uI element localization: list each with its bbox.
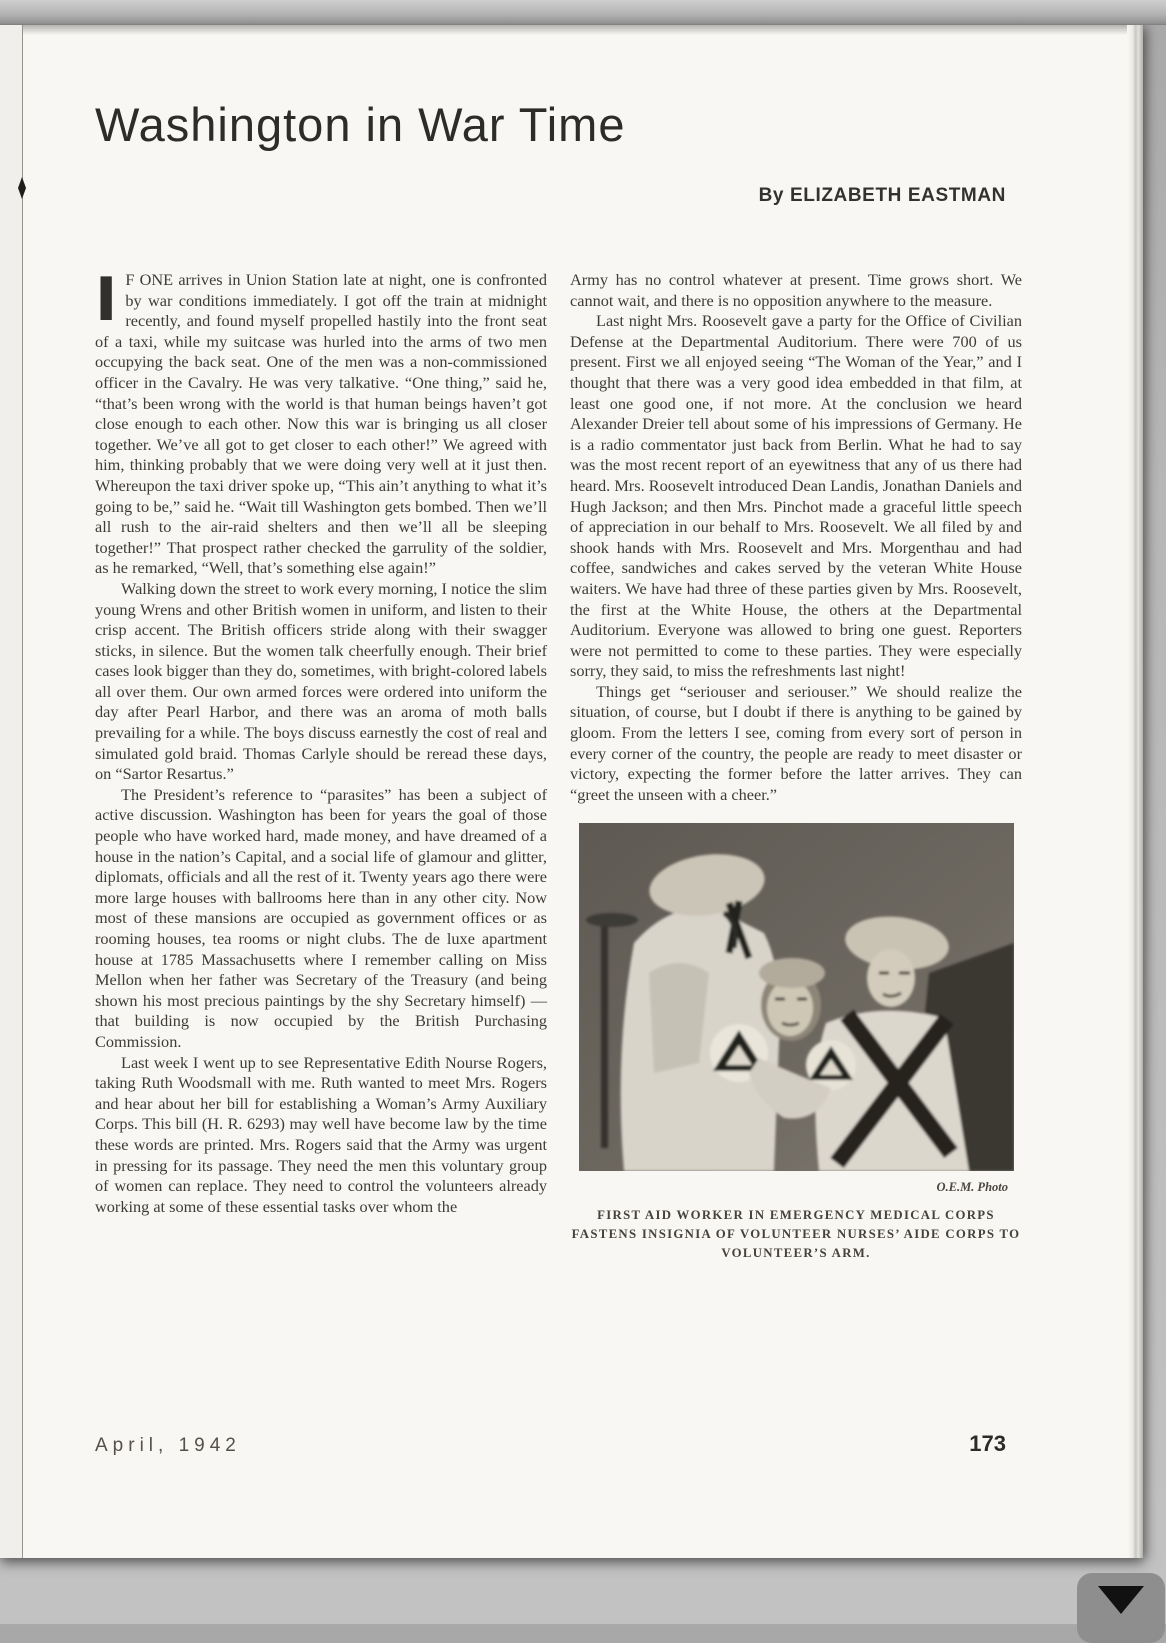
paragraph: Army has no control whatever at present. Time grows short. We cannot wait, and there is no opposition anywhere to the measure. xyxy=(570,270,1022,310)
paragraph: Last night Mrs. Roosevelt gave a party for the Office of Civilian Defense at the Departmental Auditorium. There were 700 of us present. First we all enjoyed seeing “The Woman of the Year,” and I thought that there was a very good idea embedded in that film, at least one good one, if not more. At the conclusion we heard Alexander Dreier tell about some of his impressions of Germany. He is a radio commentator just back from Berlin. What he had to say was the most recent report of an eyewitness that any of us there had heard. Mrs. Roosevelt introduced Dean Landis, Jonathan Daniels and Hugh Jackson; and then Mrs. Pinchot made a graceful little speech of appreciation in our behalf to Mrs. Roosevelt. We all filed by and shook hands with Mrs. Roosevelt and Mrs. Morgenthau and had coffee, sandwiches and cakes served by the veteran White House waiters. We have had three of these parties given by Mrs. Roosevelt, the first at the White House, the others at the Departmental Auditorium. Everyone was allowed to bring one guest. Reporters were not permitted to come to these parties. They were especially sorry, they said, to miss the refreshments last night! xyxy=(570,311,1022,681)
paragraph-text: F ONE arrives in Union Station late at night, one is confronted by war conditions immediately. I got off the train at midnight recently, and found myself propelled hastily into the front seat of a taxi, while my suitcase was hurled into the arms of two men occupying the back seat. One of the men was a non-commissioned officer in the Cavalry. He was very talkative. “One thing,” said he, “that’s been wrong with the world is that human beings haven’t got close enough to each other. Now this war is bringing us all closer together. We’ve all got to get closer to each other!” We agreed with him, thinking probably that we were doing very well at it just then. Whereupon the taxi driver spoke up, “This ain’t anything to what it’s going to be,” said he. “Wait till Washington gets bombed. Then we’ll all rush to the air-raid shelters and then we’ll all be sleeping together!” That prospect rather checked the garrulity of the soldier, as he remarked, “Well, that’s something else again!” xyxy=(95,270,547,578)
paragraph: Walking down the street to work every morning, I notice the slim young Wrens and other British women in uniform, and listen to their crisp accent. The British officers stride along with their swagger sticks, in silence. But the women talk cheerfully enough. Their brief cases look bigger than they do, sometimes, with bright-colored labels all over them. Our own armed forces were ordered into uniform the day after Pearl Harbor, and there was an aroma of moth balls prevailing for a while. The boys discuss earnestly the cost of real and simulated gold braid. Thomas Carlyle should be reread these days, on “Sartor Resartus.” xyxy=(95,578,547,784)
page-gutter-line xyxy=(22,25,23,1558)
page-left-margin xyxy=(0,25,22,1558)
paragraph xyxy=(95,265,547,579)
paragraph: Things get “seriouser and seriouser.” We should realize the situation, of course, but I doubt if there is anything to be gained by gloom. From the letters I see, coming from every sort of person in every corner of the country, the people are ready to meet disaster or victory, expecting the former before the latter arrives. They can “greet the unseen with a cheer.” xyxy=(570,681,1022,804)
news-photo xyxy=(579,823,1014,1171)
article-byline: By ELIZABETH EASTMAN xyxy=(758,185,1006,206)
down-arrow-icon xyxy=(1098,1586,1144,1614)
footer-issue-date: April, 1942 xyxy=(95,1435,241,1456)
text-column-left xyxy=(95,265,547,1217)
page-top-shadow xyxy=(0,25,1143,35)
photo-credit: O.E.M. Photo xyxy=(936,1180,1008,1195)
news-photo-figure xyxy=(570,823,1022,1263)
photo-caption: FIRST AID WORKER IN EMERGENCY MEDICAL CORPS FASTENS INSIGNIA OF VOLUNTEER NURSES’ AIDE CORPS TO VOLUNTEER’S ARM. xyxy=(571,1208,1021,1261)
paragraph: The President’s reference to “parasites” has been a subject of active discussion. Washington has been for years the goal of those people who have worked hard, made money, and have dreamed of a house in the nation’s Capital, and a social life of glamour and glitter, diplomats, officials and all the rest of it. Twenty years ago there were more large houses with ballrooms here than in any other city. Now most of these mansions are occupied as government offices or as rooming houses, tea rooms or night clubs. The de luxe apartment house at 1785 Massachusetts where I remember calling on Miss Mellon when her father was Secretary of the Treasury (and being shown his most precious paintings by the shy Secretary himself) — that building is now occupied by the British Purchasing Commission. xyxy=(95,784,547,1051)
footer-page-number: 173 xyxy=(969,1431,1006,1456)
viewer-top-bar xyxy=(0,0,1166,25)
scroll-down-button[interactable] xyxy=(1077,1573,1165,1643)
dropcap-letter: I xyxy=(95,265,118,335)
page-right-edge xyxy=(1127,25,1143,1558)
magazine-page xyxy=(0,25,1143,1558)
paragraph: Last week I went up to see Representative Edith Nourse Rogers, taking Ruth Woodsmall with me. Ruth wanted to meet Mrs. Rogers and hear about her bill for establishing a Woman’s Army Auxiliary Corps. This bill (H. R. 6293) may well have become law by the time these words are printed. Mrs. Rogers said that the Army was urgent in pressing for its passage. They need the men this voluntary group of women can replace. They need to control the volunteers already working at some of these essential tasks over whom the xyxy=(95,1052,547,1216)
article-title: Washington in War Time xyxy=(95,98,626,151)
text-column-right xyxy=(570,270,1022,1263)
